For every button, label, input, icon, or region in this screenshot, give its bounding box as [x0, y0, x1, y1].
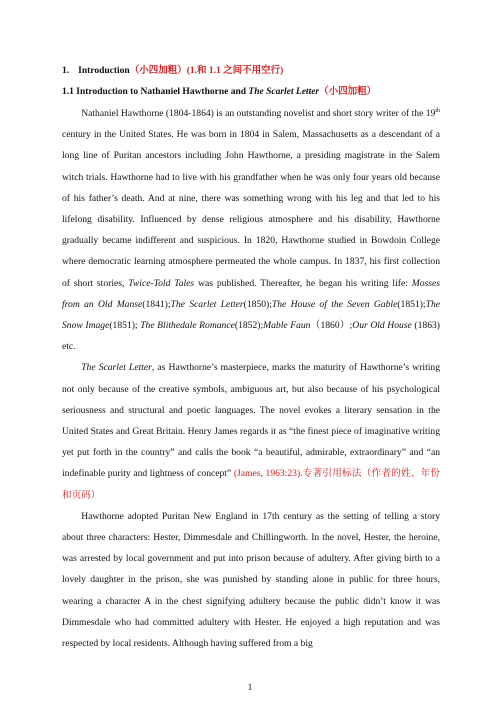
book-title: Our Old House: [352, 320, 412, 332]
superscript: th: [435, 108, 440, 114]
formatting-note: （小四加粗）(1.和 1.1 之间不用空行): [129, 66, 284, 76]
paragraph-plot: [62, 506, 440, 654]
subheading-title: 1.1 Introduction to Nathaniel Hawthorne and: [62, 87, 249, 97]
text-run: Hawthorne adopted Puritan New England in 17th century as the setting of telling a story about three characters: Hester, Dimmesdale and Chillingworth. In the novel, Hester, the heroine, was arrested by local government and put into prison because of adultery. After giving birth to a lovely daughter in the prison, she was punished by standing alone in public for three hours, wearing a character A in the chest signifying adultery because the public didn’t know it was Dimmesdale who had committed adultery with Hester. He enjoyed a high reputation and was respected by local residents. Although having suffered from a big: [62, 510, 440, 650]
paragraph-masterpiece: [62, 357, 440, 505]
text-run: （1860）;: [310, 320, 353, 332]
paragraph-biography: [62, 103, 440, 357]
subheading-title-italic: The Scarlet Letter: [248, 87, 320, 97]
text-run: (1850);: [243, 298, 272, 310]
book-title: Mosses from an Old Manse: [62, 277, 441, 310]
text-run: (1841);: [142, 298, 171, 310]
text-run: century in the United States. He was born in 1804 in Salem, Massachusetts as a descendant of a long line of Puritan ancestors including John Hawthorne, a presiding magistrate in the Salem witch trials. Hawthorne had to live with his grandfather when he was only four years old because of his father’s death. And at nine, there was something wrong with his leg and that led to his lifelong disability. Influenced by dense religious atmosphere and his disability, Hawthorne gradually became indifferent and suspicious. In 1820, Hawthorne studied in Bowdoin College where democratic learning atmosphere permeated the whole campus. In 1837, his first collection of short stories,: [62, 129, 440, 289]
book-title: The Snow Image: [62, 298, 440, 332]
text-run: , as Hawthorne’s masterpiece, marks the maturity of Hawthorne’s writing not only because of the creative symbols, ambiguous art, but also because of his psychological seriousness and structural and poetic languages. The novel evokes a literary sensation in the United States and Great Britain. Henry James regards it as “the finest piece of imaginative writing yet put forth in the country” and calls the book “a beautiful, admirable, extraordinary” and “an indefinable purity and lightness of concept”: [62, 362, 440, 480]
section-heading-1: [62, 64, 440, 78]
text-run: was published. Thereafter, he began his writing life:: [194, 277, 412, 289]
citation: (James, 1963:23).: [233, 468, 303, 480]
text-run: (1851);: [109, 320, 141, 332]
formatting-note: （小四加粗）: [319, 87, 377, 97]
page-number: 1: [247, 682, 253, 692]
text-run: (1851);: [397, 298, 426, 310]
book-title: The Blithedale Romance: [140, 320, 235, 332]
text-run: Nathaniel Hawthorne (1804-1864) is an outstanding novelist and short story writer of the 19: [81, 108, 436, 119]
section-heading-1-1: [62, 85, 440, 99]
text-run: (1852);: [234, 320, 264, 332]
heading-number: 1.: [62, 66, 70, 76]
page-content: [62, 64, 440, 654]
book-title: Mable Faun: [263, 320, 311, 332]
book-title: The House of the Seven Gable: [271, 298, 398, 310]
book-title: The Scarlet Letter: [81, 362, 152, 374]
book-title: Twice-Told Tales: [128, 277, 195, 289]
formatting-note: 专著引用标法（作者的姓、年份和页码）: [62, 468, 440, 501]
heading-title: Introduction: [78, 66, 130, 76]
text-run: (1863) etc.: [62, 320, 440, 353]
book-title: The Scarlet Letter: [170, 298, 244, 310]
